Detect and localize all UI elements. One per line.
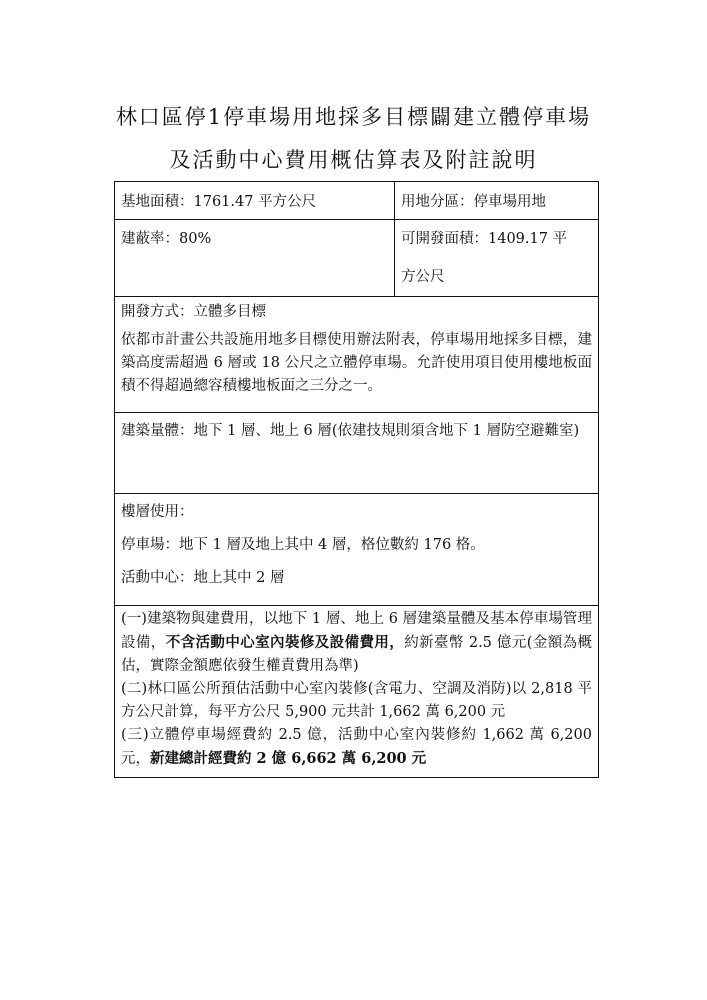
site-area-cell: 基地面積：1761.47 平方公尺	[115, 182, 395, 220]
cost-note-1-c: 約新臺幣 2.5 億元(金額為概估，實際金額應依發生權責費用為準)	[121, 635, 593, 674]
coverage-text: 建蔽率：80%	[121, 231, 212, 247]
floor-use-center: 活動中心：地上其中 2 層	[121, 570, 285, 586]
cost-note-3-a: (三)立體停車場經費約 2.5 億，活動中心室內裝修約 1,662 萬 6,200 元，	[121, 727, 592, 767]
floor-use-cell	[115, 494, 599, 606]
page-title-line2: 及活動中心費用概估算表及附註說明	[169, 148, 538, 172]
cost-note-1	[121, 608, 592, 678]
cost-note-1-bold: 不含活動中心室內裝修及設備費用，	[165, 634, 405, 651]
dev-method-text: 開發方式：立體多目標	[121, 304, 266, 320]
floor-use-parking: 停車場：地下 1 層及地上其中 4 層，格位數約 176 格。	[121, 537, 485, 553]
cost-estimate-table	[114, 181, 599, 778]
dev-area-cell	[395, 220, 599, 297]
floor-use-title: 樓層使用：	[121, 504, 194, 520]
dev-area-text-b: 方公尺	[401, 269, 445, 285]
zoning-cell: 用地分區：停車場用地	[395, 182, 599, 220]
building-volume-cell: 建築量體：地下 1 層、地上 6 層(依建技規則須含地下 1 層防空避難室)	[115, 413, 599, 494]
cost-note-3	[121, 724, 592, 771]
cost-notes-cell	[115, 606, 599, 778]
dev-method-desc: 依都市計畫公共設施用地多目標使用辦法附表，停車場用地採多目標，建築高度需超過 6 層或 18 公尺之立體停車場。允許使用項目使用樓地板面積不得超過總容積樓地板面之三分之一。	[121, 332, 592, 394]
cost-note-2: (二)林口區公所預估活動中心室內裝修(含電力、空調及消防)以 2,818 平方公尺計算，每平方公尺 5,900 元共計 1,662 萬 6,200 元	[121, 681, 592, 720]
page-title-line1: 林口區停1停車場用地採多目標闢建立體停車場	[115, 105, 592, 129]
dev-area-text-a: 可開發面積：1409.17 平	[401, 231, 568, 247]
cost-note-1-a: (一)建築物與建費用，以地下 1 層、地上 6 層建築量體及基本停車場管理設備，	[121, 611, 592, 651]
dev-method-cell	[115, 297, 599, 413]
cost-note-3-bold: 新建總計經費約 2 億 6,662 萬 6,200 元	[150, 750, 427, 767]
coverage-cell	[115, 220, 395, 297]
